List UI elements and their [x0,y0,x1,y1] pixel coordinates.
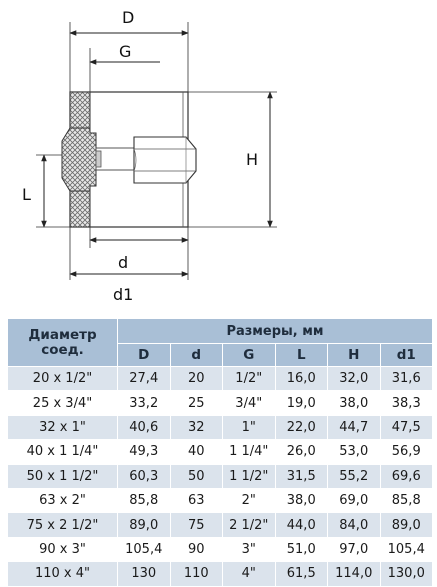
value-cell: 55,2 [328,464,381,488]
value-cell: 38,3 [380,391,433,415]
value-cell: 32,0 [328,367,381,391]
value-cell: 56,9 [380,440,433,464]
value-cell: 50 [170,464,223,488]
value-cell: 75 [170,513,223,537]
value-cell: 25 [170,391,223,415]
value-cell: 2 1/2" [223,513,276,537]
value-cell: 85,8 [380,488,433,512]
connection-cell: 75 x 2 1/2" [8,513,118,537]
value-cell: 20 [170,367,223,391]
value-cell: 1/2" [223,367,276,391]
dimension-H [246,92,270,227]
value-cell: 1 1/2" [223,464,276,488]
value-cell: 110 [170,562,223,586]
value-cell: 60,3 [118,464,171,488]
value-cell: 69,0 [328,488,381,512]
value-cell: 105,4 [118,537,171,561]
dimension-D [70,8,188,33]
label-L: L [22,185,31,204]
value-cell: 1" [223,415,276,439]
connection-cell: 20 x 1/2" [8,367,118,391]
table-row [8,440,433,464]
dimension-G [90,42,160,62]
value-cell: 114,0 [328,562,381,586]
value-cell: 97,0 [328,537,381,561]
value-cell: 89,0 [380,513,433,537]
value-cell: 130 [118,562,171,586]
value-cell: 53,0 [328,440,381,464]
value-cell: 130,0 [380,562,433,586]
value-cell: 33,2 [118,391,171,415]
label-H: H [246,150,259,169]
connection-cell: 90 x 3" [8,537,118,561]
table-row [8,367,433,391]
value-cell: 1 1/4" [223,440,276,464]
value-cell: 3" [223,537,276,561]
value-cell: 84,0 [328,513,381,537]
dimensions-table [7,318,433,587]
column-header-g: G [223,344,276,367]
value-cell: 105,4 [380,537,433,561]
value-cell: 69,6 [380,464,433,488]
value-cell: 49,3 [118,440,171,464]
value-cell: 63 [170,488,223,512]
value-cell: 38,0 [275,488,328,512]
table-row [8,513,433,537]
connection-cell: 110 x 4" [8,562,118,586]
value-cell: 27,4 [118,367,171,391]
connection-cell: 40 x 1 1/4" [8,440,118,464]
header-connection: Диаметр соед. [8,319,118,367]
table-row [8,488,433,512]
value-cell: 2" [223,488,276,512]
header-dimensions-group: Размеры, мм [118,319,433,344]
value-cell: 85,8 [118,488,171,512]
dimension-d [90,240,188,272]
table-row [8,464,433,488]
column-header-d: d [170,344,223,367]
column-header-d: D [118,344,171,367]
dimension-d1 [70,274,188,304]
value-cell: 47,5 [380,415,433,439]
label-D: D [122,8,135,27]
value-cell: 40 [170,440,223,464]
value-cell: 3/4" [223,391,276,415]
value-cell: 38,0 [328,391,381,415]
value-cell: 89,0 [118,513,171,537]
column-header-l: L [275,344,328,367]
value-cell: 40,6 [118,415,171,439]
label-d1: d1 [113,285,134,304]
table-row [8,562,433,586]
connection-cell: 50 x 1 1/2" [8,464,118,488]
column-header-d1: d1 [380,344,433,367]
column-header-h: H [328,344,381,367]
value-cell: 90 [170,537,223,561]
value-cell: 32 [170,415,223,439]
value-cell: 44,0 [275,513,328,537]
value-cell: 22,0 [275,415,328,439]
value-cell: 61,5 [275,562,328,586]
label-d: d [118,253,129,272]
value-cell: 26,0 [275,440,328,464]
value-cell: 51,0 [275,537,328,561]
value-cell: 44,7 [328,415,381,439]
value-cell: 19,0 [275,391,328,415]
value-cell: 31,5 [275,464,328,488]
label-G: G [119,42,132,61]
value-cell: 31,6 [380,367,433,391]
dimension-L [22,155,44,227]
dimensions-table-wrapper [7,318,433,583]
connection-cell: 32 x 1" [8,415,118,439]
table-row [8,415,433,439]
table-body [8,367,433,587]
value-cell: 4" [223,562,276,586]
connection-cell: 25 x 3/4" [8,391,118,415]
table-row [8,391,433,415]
value-cell: 16,0 [275,367,328,391]
table-row [8,537,433,561]
connection-cell: 63 x 2" [8,488,118,512]
